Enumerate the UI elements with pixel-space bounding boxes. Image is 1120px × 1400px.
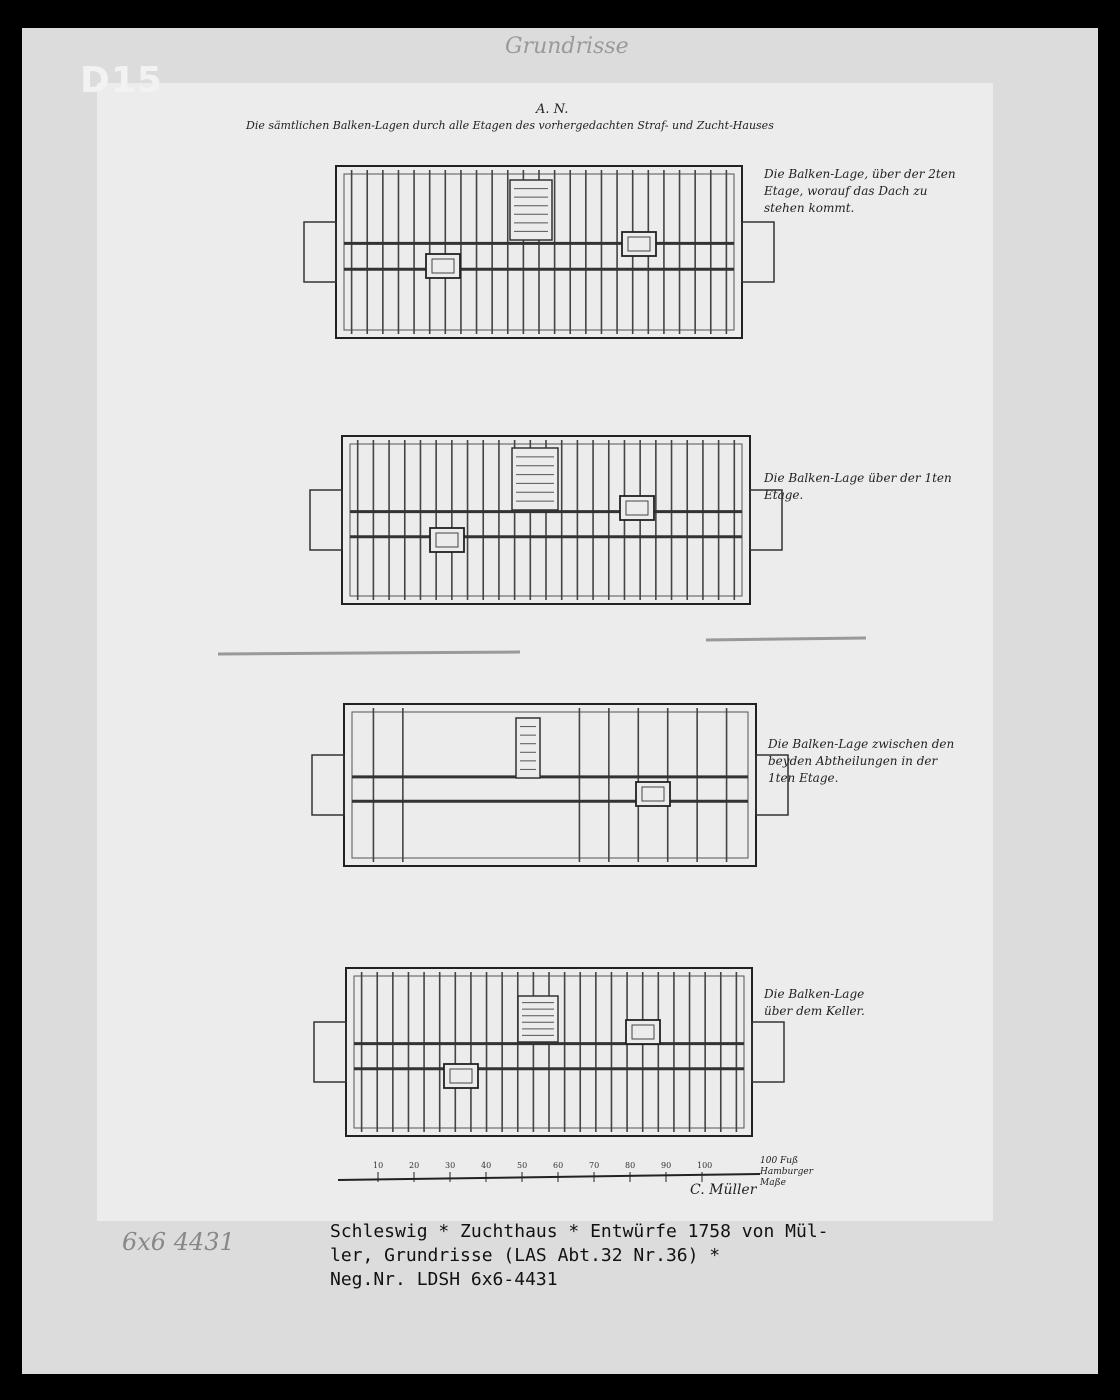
scale-tick-label: 30 — [445, 1161, 456, 1170]
side-wing — [750, 490, 782, 550]
scale-tick-label: 20 — [409, 1161, 420, 1170]
drawing-heading: Die sämtlichen Balken-Lagen durch alle Etagen des vorhergedachten Straf- und Zucht-Hauses — [246, 119, 774, 132]
plan-outline — [344, 704, 756, 866]
scale-tick-label: 70 — [589, 1161, 600, 1170]
archive-stamp: D15 — [80, 60, 163, 101]
hearth — [430, 528, 464, 552]
fold-mark — [218, 652, 520, 654]
plan-label: Die Balken-Lage, über der 2ten Etage, worauf das Dach zu stehen kommt. — [764, 167, 956, 215]
plate-number: A. N. — [536, 102, 569, 117]
scale-tick-label: 80 — [625, 1161, 636, 1170]
caption-line: ler, Grundrisse (LAS Abt.32 Nr.36) * — [330, 1245, 721, 1266]
side-wing — [314, 1022, 346, 1082]
hearth — [626, 1020, 660, 1044]
side-wing — [304, 222, 336, 282]
side-wing — [310, 490, 342, 550]
side-wing — [742, 222, 774, 282]
pencil-note-top: Grundrisse — [505, 34, 629, 59]
plan-label: Die Balken-Lage zwischen den beyden Abtheilungen in der 1ten Etage. — [768, 737, 955, 785]
hearth — [620, 496, 654, 520]
caption-line: Schleswig * Zuchthaus * Entwürfe 1758 von Mül- — [330, 1221, 829, 1242]
scale-unit-label: 100 Fuß Hamburger Maße — [760, 1156, 813, 1188]
scale-tick-label: 90 — [661, 1161, 672, 1170]
side-wing — [756, 755, 788, 815]
hearth — [444, 1064, 478, 1088]
caption-line: Neg.Nr. LDSH 6x6-4431 — [330, 1269, 558, 1290]
hearth — [426, 254, 460, 278]
scale-tick-label: 40 — [481, 1161, 492, 1170]
pencil-number: 6x6 4431 — [122, 1228, 235, 1256]
hearth — [636, 782, 670, 806]
side-wing — [312, 755, 344, 815]
side-wing — [752, 1022, 784, 1082]
plan-label: Die Balken-Lage über dem Keller. — [764, 987, 865, 1018]
fold-mark — [706, 638, 866, 640]
plan-label: Die Balken-Lage über der 1ten Etage. — [764, 471, 952, 502]
scale-tick-label: 100 — [697, 1161, 713, 1170]
scale-tick-label: 50 — [517, 1161, 528, 1170]
scale-tick-label: 60 — [553, 1161, 564, 1170]
archive-caption — [330, 1220, 1030, 1292]
plan-inner-wall — [352, 712, 748, 858]
hearth — [622, 232, 656, 256]
signature: C. Müller — [690, 1182, 757, 1198]
scale-tick-label: 10 — [373, 1161, 384, 1170]
scale-bar — [338, 1174, 760, 1180]
